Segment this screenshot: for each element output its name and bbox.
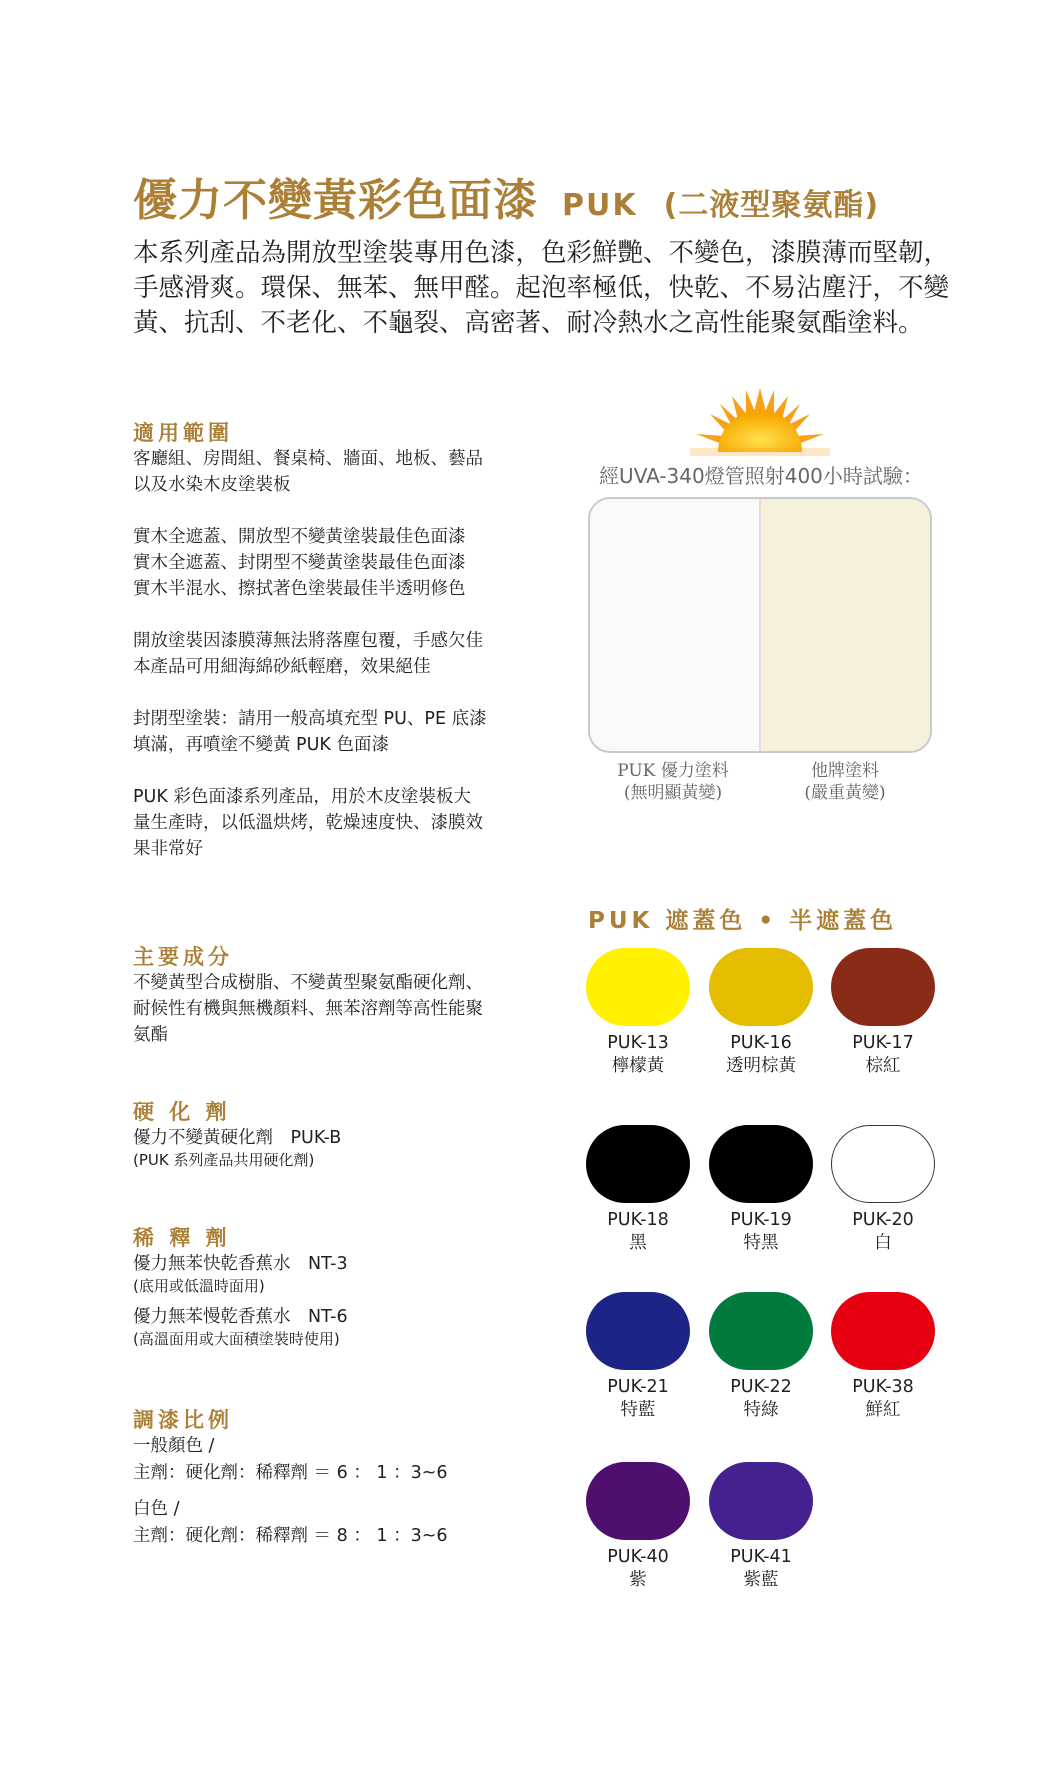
swatch-color-name: 特綠 bbox=[743, 1400, 779, 1420]
color-swatch bbox=[709, 1462, 813, 1540]
text-line: 耐候性有機與無機顏料、無苯溶劑等高性能聚 bbox=[133, 999, 483, 1019]
swatch-label bbox=[568, 1546, 708, 1592]
text-line: 封閉型塗裝：請用一般高填充型 PU、PE 底漆 bbox=[133, 709, 487, 729]
usage-p5 bbox=[133, 784, 553, 862]
intro-line: 手感滑爽。環保、無苯、無甲醛。起泡率極低，快乾、不易沾塵汙，不變 bbox=[133, 273, 950, 303]
swatch-label bbox=[568, 1209, 708, 1255]
color-swatch bbox=[586, 1125, 690, 1203]
swatch-color-name: 白 bbox=[874, 1233, 892, 1253]
text-line: 實木全遮蓋、開放型不變黃塗裝最佳色面漆 bbox=[133, 527, 466, 547]
text-line: 以及水染木皮塗裝板 bbox=[133, 475, 291, 495]
swatch-label bbox=[691, 1546, 831, 1592]
swatch-label bbox=[813, 1209, 953, 1255]
usage-p4 bbox=[133, 706, 553, 758]
swatch-label bbox=[691, 1209, 831, 1255]
ingredients-heading: 主要成分 bbox=[133, 945, 233, 969]
color-swatch bbox=[586, 1462, 690, 1540]
intro-line: 本系列產品為開放型塗裝專用色漆，色彩鮮艷、不變色，漆膜薄而堅韌， bbox=[133, 238, 950, 268]
text-line: 量生產時，以低溫烘烤，乾燥速度快、漆膜效 bbox=[133, 813, 483, 833]
caption-other bbox=[760, 760, 930, 804]
sun-icon bbox=[690, 386, 830, 456]
usage-p1 bbox=[133, 446, 553, 498]
text-line: 實木全遮蓋、封閉型不變黃塗裝最佳色面漆 bbox=[133, 553, 466, 573]
intro-line: 黃、抗刮、不老化、不龜裂、高密著、耐冷熱水之高性能聚氨酯塗料。 bbox=[133, 308, 924, 338]
title-main: 優力不變黃彩色面漆 bbox=[133, 175, 538, 226]
caption-other-note: (嚴重黃變) bbox=[804, 783, 886, 803]
swatch-code: PUK-19 bbox=[730, 1210, 792, 1230]
swatch-color-name: 鮮紅 bbox=[865, 1400, 901, 1420]
swatch-color-name: 透明棕黃 bbox=[726, 1056, 796, 1076]
ratio-white-label: 白色 / bbox=[133, 1499, 180, 1519]
color-swatch bbox=[586, 1292, 690, 1370]
swatch-color-name: 檸檬黃 bbox=[611, 1056, 665, 1076]
swatch-code: PUK-40 bbox=[607, 1547, 669, 1567]
swatch-label bbox=[691, 1032, 831, 1078]
swatch-code: PUK-41 bbox=[730, 1547, 792, 1567]
swatch-code: PUK-16 bbox=[730, 1033, 792, 1053]
comparison-panel bbox=[588, 497, 932, 753]
caption-puk-note: (無明顯黃變) bbox=[623, 783, 723, 803]
swatch-code: PUK-13 bbox=[607, 1033, 669, 1053]
color-swatch bbox=[709, 1125, 813, 1203]
thinner-a-name: 優力無苯快乾香蕉水 NT-3 bbox=[133, 1254, 348, 1274]
ratio-heading: 調漆比例 bbox=[133, 1408, 233, 1432]
swatch-color-name: 棕紅 bbox=[865, 1056, 901, 1076]
swatch-label bbox=[691, 1376, 831, 1422]
swatch-code: PUK-38 bbox=[852, 1377, 914, 1397]
page-title bbox=[133, 164, 879, 228]
title-type: (二液型聚氨酯) bbox=[663, 188, 880, 223]
text-line: 開放塗裝因漆膜薄無法將落塵包覆，手感欠佳 bbox=[133, 631, 483, 651]
ingredients-text bbox=[133, 970, 553, 1048]
hardener-heading: 硬 化 劑 bbox=[133, 1100, 231, 1124]
ratio-general-label: 一般顏色 / bbox=[133, 1436, 215, 1456]
swatch-code: PUK-18 bbox=[607, 1210, 669, 1230]
color-swatch bbox=[831, 948, 935, 1026]
hardener-name: 優力不變黃硬化劑 PUK-B bbox=[133, 1128, 342, 1148]
swatch-code: PUK-20 bbox=[852, 1210, 914, 1230]
text-line: 本產品可用細海綿砂紙輕磨，效果絕佳 bbox=[133, 657, 431, 677]
swatch-code: PUK-22 bbox=[730, 1377, 792, 1397]
swatch-color-name: 紫藍 bbox=[743, 1570, 779, 1590]
caption-other-name: 他牌塗料 bbox=[811, 761, 879, 781]
usage-p3 bbox=[133, 628, 553, 680]
swatch-label bbox=[568, 1032, 708, 1078]
thinner-b-name: 優力無苯慢乾香蕉水 NT-6 bbox=[133, 1307, 348, 1327]
text-line: 填滿，再噴塗不變黃 PUK 色面漆 bbox=[133, 735, 389, 755]
swatch-label bbox=[813, 1032, 953, 1078]
text-line: 實木半混水、擦拭著色塗裝最佳半透明修色 bbox=[133, 579, 466, 599]
text-line: 客廳組、房間組、餐桌椅、牆面、地板、藝品 bbox=[133, 449, 483, 469]
uva-test-label: 經UVA-340燈管照射400小時試驗： bbox=[599, 464, 923, 488]
swatch-code: PUK-17 bbox=[852, 1033, 914, 1053]
sample-other-brand bbox=[759, 499, 930, 751]
swatch-heading: PUK 遮蓋色 • 半遮蓋色 bbox=[588, 908, 898, 934]
text-line: PUK 彩色面漆系列產品，用於木皮塗裝板大 bbox=[133, 787, 471, 807]
ratio-white-value: 主劑：硬化劑：稀釋劑 ＝ 8 ： 1 ：3~6 bbox=[133, 1526, 448, 1546]
text-line: 氨酯 bbox=[133, 1025, 168, 1045]
caption-puk-name: PUK 優力塗料 bbox=[617, 761, 729, 781]
sample-puk bbox=[590, 499, 759, 751]
color-swatch bbox=[709, 1292, 813, 1370]
text-line: 果非常好 bbox=[133, 839, 203, 859]
usage-section bbox=[133, 446, 553, 862]
intro-paragraph bbox=[133, 236, 953, 341]
thinner-a-note: (底用或低溫時面用) bbox=[133, 1277, 265, 1295]
ratio-general-value: 主劑：硬化劑：稀釋劑 ＝ 6 ： 1 ：3~6 bbox=[133, 1463, 448, 1483]
caption-puk bbox=[588, 760, 758, 804]
swatch-color-name: 黑 bbox=[629, 1233, 647, 1253]
usage-p2 bbox=[133, 524, 553, 602]
thinner-b-note: (高溫面用或大面積塗裝時使用) bbox=[133, 1330, 340, 1348]
swatch-label bbox=[813, 1376, 953, 1422]
thinner-heading: 稀 釋 劑 bbox=[133, 1226, 231, 1250]
color-swatch bbox=[831, 1125, 935, 1203]
color-swatch bbox=[709, 948, 813, 1026]
text-line: 不變黃型合成樹脂、不變黃型聚氨酯硬化劑、 bbox=[133, 973, 483, 993]
hardener-note: (PUK 系列產品共用硬化劑) bbox=[133, 1151, 315, 1169]
swatch-code: PUK-21 bbox=[607, 1377, 669, 1397]
swatch-color-name: 特黑 bbox=[743, 1233, 779, 1253]
usage-heading: 適用範圍 bbox=[133, 421, 233, 445]
swatch-label bbox=[568, 1376, 708, 1422]
swatch-color-name: 特藍 bbox=[620, 1400, 656, 1420]
swatch-color-name: 紫 bbox=[629, 1570, 647, 1590]
title-code: PUK bbox=[562, 188, 638, 223]
color-swatch bbox=[586, 948, 690, 1026]
color-swatch bbox=[831, 1292, 935, 1370]
